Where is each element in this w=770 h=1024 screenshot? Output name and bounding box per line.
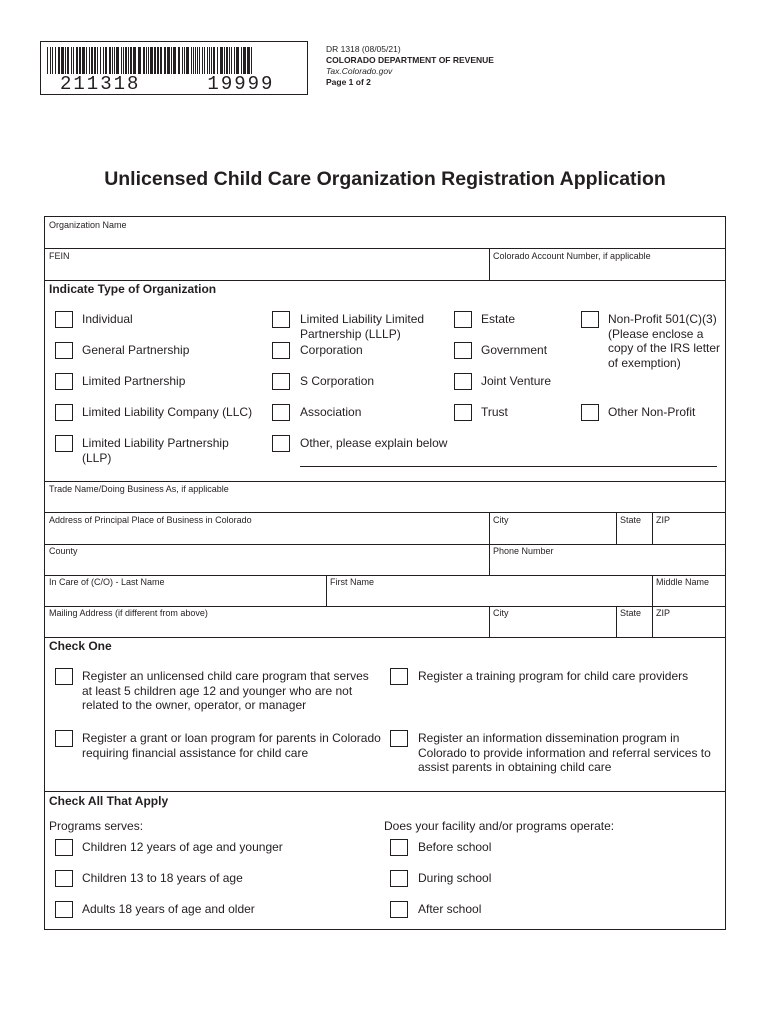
trade-name-label: Trade Name/Doing Business As, if applicable	[49, 484, 229, 494]
training-program-checkbox[interactable]	[390, 668, 408, 685]
org-name-label: Organization Name	[49, 220, 127, 230]
other-nonprofit-label: Other Non-Profit	[608, 405, 696, 419]
during-school-checkbox[interactable]	[390, 870, 408, 887]
barcode	[47, 47, 252, 74]
s-corporation-label: S Corporation	[300, 374, 375, 388]
department-name: COLORADO DEPARTMENT OF REVENUE	[326, 55, 494, 65]
co-account-label: Colorado Account Number, if applicable	[493, 251, 651, 261]
corporation-label: Corporation	[300, 343, 363, 357]
association-checkbox[interactable]	[272, 404, 290, 421]
general-partnership-checkbox[interactable]	[55, 342, 73, 359]
children-13-18-checkbox[interactable]	[55, 870, 73, 887]
children-12-label: Children 12 years of age and younger	[82, 840, 283, 854]
government-checkbox[interactable]	[454, 342, 472, 359]
children-12-checkbox[interactable]	[55, 839, 73, 856]
government-label: Government	[481, 343, 548, 357]
info-dissemination-checkbox[interactable]	[390, 730, 408, 747]
fein-field[interactable]	[45, 249, 489, 280]
trust-checkbox[interactable]	[454, 404, 472, 421]
training-program-label: Register a training program for child care providers	[418, 669, 689, 683]
zip-label: ZIP	[656, 515, 671, 525]
estate-label: Estate	[481, 312, 516, 326]
care-of-last-name-label: In Care of (C/O) - Last Name	[49, 577, 165, 587]
operate-question-label: Does your facility and/or programs operate:	[384, 819, 615, 833]
limited-partnership-label: Limited Partnership	[82, 374, 186, 388]
llp-checkbox[interactable]	[55, 435, 73, 452]
form-id: DR 1318 (08/05/21)	[326, 44, 401, 54]
page-number: Page 1 of 2	[326, 77, 371, 87]
mailing-zip-label: ZIP	[656, 608, 671, 618]
after-school-label: After school	[418, 902, 482, 916]
middle-name-label: Middle Name	[656, 577, 710, 587]
estate-checkbox[interactable]	[454, 311, 472, 328]
association-label: Association	[300, 405, 362, 419]
nonprofit-501-label: Non-Profit 501(C)(3) (Please enclose a copy of the IRS letter of exemption)	[608, 312, 721, 370]
s-corporation-checkbox[interactable]	[272, 373, 290, 390]
nonprofit-501-checkbox[interactable]	[581, 311, 599, 328]
state-label: State	[620, 515, 642, 525]
org-type-heading: Indicate Type of Organization	[49, 282, 217, 296]
after-school-checkbox[interactable]	[390, 901, 408, 918]
unlicensed-program-label: Register an unlicensed child care program that serves at least 5 children age 12 and younger who are not related to the owner, operator, or manager	[82, 669, 369, 712]
trust-label: Trust	[481, 405, 508, 419]
individual-checkbox[interactable]	[55, 311, 73, 328]
programs-serves-label: Programs serves:	[49, 819, 144, 833]
check-one-heading: Check One	[49, 639, 112, 653]
check-all-heading: Check All That Apply	[49, 794, 169, 808]
during-school-label: During school	[418, 871, 492, 885]
page-title: Unlicensed Child Care Organization Registration Application	[104, 168, 666, 190]
joint-venture-checkbox[interactable]	[454, 373, 472, 390]
limited-partnership-checkbox[interactable]	[55, 373, 73, 390]
adults-18-label: Adults 18 years of age and older	[82, 902, 255, 916]
corporation-checkbox[interactable]	[272, 342, 290, 359]
barcode-number: 211318 19999	[60, 73, 275, 95]
llc-label: Limited Liability Company (LLC)	[82, 405, 253, 419]
llc-checkbox[interactable]	[55, 404, 73, 421]
adults-18-checkbox[interactable]	[55, 901, 73, 918]
phone-label: Phone Number	[493, 546, 554, 556]
before-school-label: Before school	[418, 840, 492, 854]
lllp-label: Limited Liability Limited Partnership (LLLP)	[300, 312, 425, 341]
grant-loan-program-label: Register a grant or loan program for parents in Colorado requiring financial assistance for child care	[82, 731, 381, 760]
mailing-address-label: Mailing Address (if different from above)	[49, 608, 208, 618]
individual-label: Individual	[82, 312, 133, 326]
county-label: County	[49, 546, 78, 556]
mailing-city-label: City	[493, 608, 509, 618]
other-explain-line[interactable]	[300, 466, 717, 467]
first-name-label: First Name	[330, 577, 375, 587]
llp-label: Limited Liability Partnership (LLP)	[82, 436, 229, 465]
general-partnership-label: General Partnership	[82, 343, 190, 357]
lllp-checkbox[interactable]	[272, 311, 290, 328]
other-nonprofit-checkbox[interactable]	[581, 404, 599, 421]
county-field[interactable]	[45, 545, 489, 575]
unlicensed-program-checkbox[interactable]	[55, 668, 73, 685]
info-dissemination-label: Register an information dissemination program in Colorado to provide information and referral services to assist parents in obtaining child care	[418, 731, 711, 774]
other-checkbox[interactable]	[272, 435, 290, 452]
mailing-state-label: State	[620, 608, 642, 618]
first-name-field[interactable]	[327, 576, 652, 606]
before-school-checkbox[interactable]	[390, 839, 408, 856]
address-label: Address of Principal Place of Business in Colorado	[49, 515, 252, 525]
other-label: Other, please explain below	[300, 436, 448, 450]
form-frame	[44, 216, 726, 930]
city-label: City	[493, 515, 509, 525]
fein-label: FEIN	[49, 251, 70, 261]
org-name-field[interactable]	[45, 217, 725, 248]
joint-venture-label: Joint Venture	[481, 374, 552, 388]
grant-loan-program-checkbox[interactable]	[55, 730, 73, 747]
children-13-18-label: Children 13 to 18 years of age	[82, 871, 243, 885]
department-website: Tax.Colorado.gov	[326, 66, 393, 76]
